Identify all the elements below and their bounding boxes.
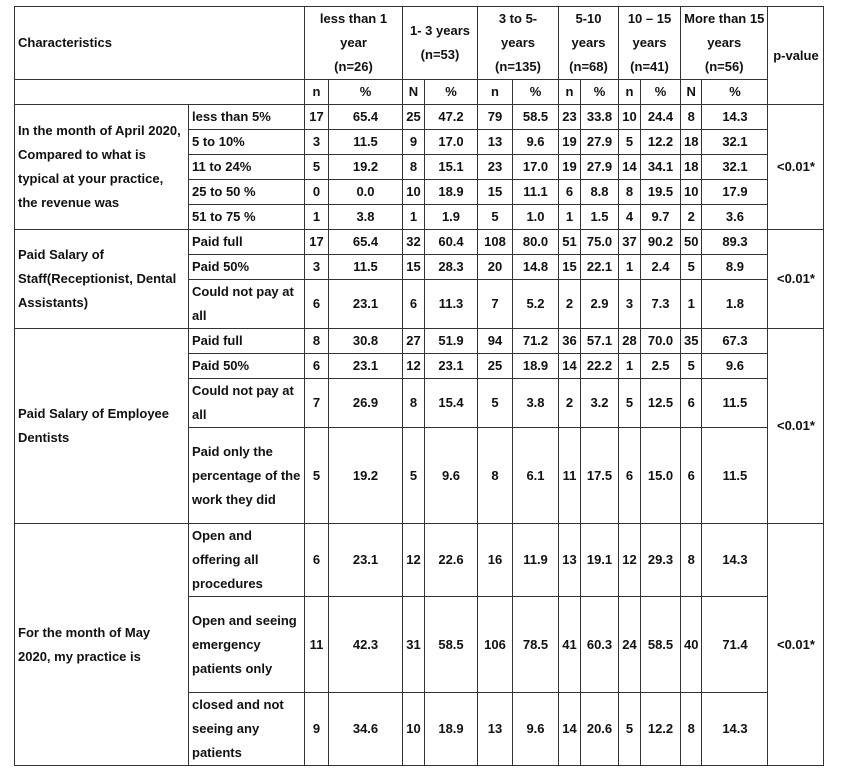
pct-cell: 20.6 <box>581 693 619 766</box>
group-header: 3 to 5- years (n=135) <box>478 7 559 80</box>
n-cell: 5 <box>619 379 641 428</box>
pvalue-cell: <0.01* <box>768 524 824 766</box>
pct-cell: 9.6 <box>513 693 559 766</box>
pct-cell: 0.0 <box>329 180 403 205</box>
row-label: less than 5% <box>189 105 305 130</box>
n-cell: 18 <box>681 155 702 180</box>
pct-cell: 90.2 <box>641 230 681 255</box>
n-cell: 10 <box>403 180 425 205</box>
pct-cell: 11.5 <box>329 130 403 155</box>
n-cell: 24 <box>619 597 641 693</box>
n-cell: 94 <box>478 329 513 354</box>
n-cell: 16 <box>478 524 513 597</box>
pct-cell: 27.9 <box>581 130 619 155</box>
subheader-cell: n <box>619 80 641 105</box>
pct-cell: 12.2 <box>641 693 681 766</box>
table-row <box>15 329 824 354</box>
n-cell: 10 <box>403 693 425 766</box>
row-label: Could not pay at all <box>189 280 305 329</box>
subheader-cell: n <box>478 80 513 105</box>
n-cell: 8 <box>619 180 641 205</box>
pvalue-cell: <0.01* <box>768 329 824 524</box>
n-cell: 6 <box>619 428 641 524</box>
row-label: 11 to 24% <box>189 155 305 180</box>
group-header: 1- 3 years (n=53) <box>403 7 478 80</box>
subheader-cell: % <box>581 80 619 105</box>
group-header: less than 1 year (n=26) <box>305 7 403 80</box>
row-label: Open and seeing emergency patients only <box>189 597 305 693</box>
n-cell: 2 <box>559 379 581 428</box>
n-cell: 15 <box>403 255 425 280</box>
row-label: 25 to 50 % <box>189 180 305 205</box>
pct-cell: 15.0 <box>641 428 681 524</box>
n-cell: 9 <box>403 130 425 155</box>
n-cell: 3 <box>305 255 329 280</box>
section-label: Paid Salary of Employee Dentists <box>15 329 189 524</box>
n-cell: 8 <box>681 693 702 766</box>
pct-cell: 14.3 <box>702 105 768 130</box>
pvalue-cell: <0.01* <box>768 105 824 230</box>
n-cell: 5 <box>681 255 702 280</box>
n-cell: 8 <box>681 105 702 130</box>
n-cell: 7 <box>305 379 329 428</box>
subheader-cell: n <box>559 80 581 105</box>
pvalue-header: p-value <box>768 7 824 105</box>
pct-cell: 5.2 <box>513 280 559 329</box>
pct-cell: 8.8 <box>581 180 619 205</box>
subheader-cell: % <box>329 80 403 105</box>
n-cell: 6 <box>681 379 702 428</box>
n-cell: 6 <box>559 180 581 205</box>
pct-cell: 23.1 <box>329 524 403 597</box>
pct-cell: 60.4 <box>425 230 478 255</box>
pct-cell: 15.4 <box>425 379 478 428</box>
n-cell: 12 <box>619 524 641 597</box>
n-cell: 5 <box>478 379 513 428</box>
row-label: Could not pay at all <box>189 379 305 428</box>
n-cell: 5 <box>305 428 329 524</box>
n-cell: 51 <box>559 230 581 255</box>
n-cell: 8 <box>305 329 329 354</box>
n-cell: 28 <box>619 329 641 354</box>
pct-cell: 47.2 <box>425 105 478 130</box>
n-cell: 14 <box>619 155 641 180</box>
pct-cell: 34.6 <box>329 693 403 766</box>
subheader-cell: N <box>681 80 702 105</box>
n-cell: 8 <box>403 379 425 428</box>
pct-cell: 12.5 <box>641 379 681 428</box>
n-cell: 13 <box>478 130 513 155</box>
n-cell: 1 <box>681 280 702 329</box>
n-cell: 15 <box>559 255 581 280</box>
n-cell: 32 <box>403 230 425 255</box>
group-header: 5-10 years (n=68) <box>559 7 619 80</box>
row-label: Paid only the percentage of the work they did <box>189 428 305 524</box>
n-cell: 5 <box>681 354 702 379</box>
pct-cell: 71.4 <box>702 597 768 693</box>
pct-cell: 42.3 <box>329 597 403 693</box>
subheader-blank <box>15 80 305 105</box>
n-cell: 6 <box>305 280 329 329</box>
pct-cell: 2.5 <box>641 354 681 379</box>
pct-cell: 57.1 <box>581 329 619 354</box>
n-cell: 12 <box>403 524 425 597</box>
n-cell: 9 <box>305 693 329 766</box>
n-cell: 23 <box>559 105 581 130</box>
pct-cell: 3.2 <box>581 379 619 428</box>
n-cell: 8 <box>681 524 702 597</box>
pct-cell: 9.6 <box>425 428 478 524</box>
n-cell: 35 <box>681 329 702 354</box>
n-cell: 10 <box>619 105 641 130</box>
n-cell: 8 <box>403 155 425 180</box>
group-header: 10 – 15 years (n=41) <box>619 7 681 80</box>
pct-cell: 24.4 <box>641 105 681 130</box>
n-cell: 2 <box>559 280 581 329</box>
pct-cell: 14.3 <box>702 524 768 597</box>
n-cell: 19 <box>559 155 581 180</box>
n-cell: 25 <box>478 354 513 379</box>
pct-cell: 33.8 <box>581 105 619 130</box>
table-container <box>14 6 824 766</box>
n-cell: 40 <box>681 597 702 693</box>
n-cell: 7 <box>478 280 513 329</box>
row-label: Paid full <box>189 230 305 255</box>
pct-cell: 26.9 <box>329 379 403 428</box>
pct-cell: 17.9 <box>702 180 768 205</box>
subheader-cell: N <box>403 80 425 105</box>
n-cell: 6 <box>305 524 329 597</box>
subheader-cell: % <box>702 80 768 105</box>
pct-cell: 11.3 <box>425 280 478 329</box>
pct-cell: 17.0 <box>513 155 559 180</box>
n-cell: 27 <box>403 329 425 354</box>
n-cell: 20 <box>478 255 513 280</box>
pct-cell: 78.5 <box>513 597 559 693</box>
subheader-cell: % <box>641 80 681 105</box>
n-cell: 1 <box>619 255 641 280</box>
pct-cell: 23.1 <box>329 280 403 329</box>
pct-cell: 18.9 <box>425 693 478 766</box>
pct-cell: 23.1 <box>425 354 478 379</box>
row-label: 51 to 75 % <box>189 205 305 230</box>
n-cell: 17 <box>305 105 329 130</box>
pct-cell: 1.5 <box>581 205 619 230</box>
n-cell: 5 <box>403 428 425 524</box>
pct-cell: 11.1 <box>513 180 559 205</box>
pct-cell: 67.3 <box>702 329 768 354</box>
pct-cell: 7.3 <box>641 280 681 329</box>
n-cell: 5 <box>478 205 513 230</box>
n-cell: 106 <box>478 597 513 693</box>
group-header: More than 15 years (n=56) <box>681 7 768 80</box>
pct-cell: 8.9 <box>702 255 768 280</box>
subheader-cell: n <box>305 80 329 105</box>
pct-cell: 28.3 <box>425 255 478 280</box>
pct-cell: 3.8 <box>513 379 559 428</box>
pct-cell: 29.3 <box>641 524 681 597</box>
pct-cell: 1.9 <box>425 205 478 230</box>
n-cell: 2 <box>681 205 702 230</box>
n-cell: 18 <box>681 130 702 155</box>
n-cell: 1 <box>305 205 329 230</box>
pct-cell: 89.3 <box>702 230 768 255</box>
n-cell: 3 <box>305 130 329 155</box>
pct-cell: 75.0 <box>581 230 619 255</box>
pct-cell: 23.1 <box>329 354 403 379</box>
n-cell: 4 <box>619 205 641 230</box>
n-cell: 3 <box>619 280 641 329</box>
pct-cell: 32.1 <box>702 130 768 155</box>
pct-cell: 60.3 <box>581 597 619 693</box>
pct-cell: 71.2 <box>513 329 559 354</box>
pct-cell: 6.1 <box>513 428 559 524</box>
n-cell: 13 <box>478 693 513 766</box>
n-cell: 41 <box>559 597 581 693</box>
pct-cell: 17.5 <box>581 428 619 524</box>
n-cell: 6 <box>681 428 702 524</box>
n-cell: 5 <box>305 155 329 180</box>
n-cell: 6 <box>305 354 329 379</box>
pct-cell: 2.4 <box>641 255 681 280</box>
n-cell: 37 <box>619 230 641 255</box>
row-label: 5 to 10% <box>189 130 305 155</box>
pct-cell: 51.9 <box>425 329 478 354</box>
n-cell: 15 <box>478 180 513 205</box>
n-cell: 25 <box>403 105 425 130</box>
n-cell: 1 <box>559 205 581 230</box>
pct-cell: 32.1 <box>702 155 768 180</box>
n-cell: 11 <box>305 597 329 693</box>
row-label: closed and not seeing any patients <box>189 693 305 766</box>
subheader-row <box>15 80 824 105</box>
n-cell: 1 <box>619 354 641 379</box>
n-cell: 8 <box>478 428 513 524</box>
section-label: Paid Salary of Staff(Receptionist, Dental Assistants) <box>15 230 189 329</box>
n-cell: 108 <box>478 230 513 255</box>
pct-cell: 1.0 <box>513 205 559 230</box>
pct-cell: 12.2 <box>641 130 681 155</box>
n-cell: 5 <box>619 693 641 766</box>
n-cell: 31 <box>403 597 425 693</box>
pct-cell: 11.5 <box>329 255 403 280</box>
n-cell: 14 <box>559 693 581 766</box>
n-cell: 36 <box>559 329 581 354</box>
pct-cell: 22.1 <box>581 255 619 280</box>
pct-cell: 2.9 <box>581 280 619 329</box>
pct-cell: 18.9 <box>513 354 559 379</box>
pct-cell: 19.1 <box>581 524 619 597</box>
n-cell: 1 <box>403 205 425 230</box>
pct-cell: 15.1 <box>425 155 478 180</box>
section-label: For the month of May 2020, my practice is <box>15 524 189 766</box>
pct-cell: 11.5 <box>702 379 768 428</box>
row-label: Paid 50% <box>189 354 305 379</box>
n-cell: 12 <box>403 354 425 379</box>
pct-cell: 58.5 <box>513 105 559 130</box>
n-cell: 50 <box>681 230 702 255</box>
n-cell: 11 <box>559 428 581 524</box>
pct-cell: 19.5 <box>641 180 681 205</box>
pvalue-cell: <0.01* <box>768 230 824 329</box>
pct-cell: 65.4 <box>329 105 403 130</box>
pct-cell: 14.3 <box>702 693 768 766</box>
pct-cell: 11.5 <box>702 428 768 524</box>
pct-cell: 1.8 <box>702 280 768 329</box>
n-cell: 5 <box>619 130 641 155</box>
n-cell: 23 <box>478 155 513 180</box>
pct-cell: 22.2 <box>581 354 619 379</box>
pct-cell: 3.8 <box>329 205 403 230</box>
section-label: In the month of April 2020, Compared to what is typical at your practice, the revenue was <box>15 105 189 230</box>
subheader-cell: % <box>513 80 559 105</box>
n-cell: 0 <box>305 180 329 205</box>
pct-cell: 18.9 <box>425 180 478 205</box>
pct-cell: 14.8 <box>513 255 559 280</box>
pct-cell: 9.6 <box>702 354 768 379</box>
row-label: Paid 50% <box>189 255 305 280</box>
pct-cell: 17.0 <box>425 130 478 155</box>
pct-cell: 58.5 <box>425 597 478 693</box>
pct-cell: 70.0 <box>641 329 681 354</box>
row-label: Open and offering all procedures <box>189 524 305 597</box>
pct-cell: 9.7 <box>641 205 681 230</box>
characteristics-header: Characteristics <box>15 7 305 80</box>
n-cell: 17 <box>305 230 329 255</box>
n-cell: 79 <box>478 105 513 130</box>
pct-cell: 30.8 <box>329 329 403 354</box>
pct-cell: 27.9 <box>581 155 619 180</box>
pct-cell: 9.6 <box>513 130 559 155</box>
subheader-cell: % <box>425 80 478 105</box>
table-row <box>15 105 824 130</box>
table-row <box>15 230 824 255</box>
pct-cell: 22.6 <box>425 524 478 597</box>
pct-cell: 3.6 <box>702 205 768 230</box>
n-cell: 10 <box>681 180 702 205</box>
n-cell: 14 <box>559 354 581 379</box>
pct-cell: 58.5 <box>641 597 681 693</box>
pct-cell: 65.4 <box>329 230 403 255</box>
pct-cell: 19.2 <box>329 155 403 180</box>
n-cell: 13 <box>559 524 581 597</box>
pct-cell: 11.9 <box>513 524 559 597</box>
results-table <box>14 6 824 766</box>
n-cell: 6 <box>403 280 425 329</box>
header-row <box>15 7 824 80</box>
row-label: Paid full <box>189 329 305 354</box>
n-cell: 19 <box>559 130 581 155</box>
pct-cell: 34.1 <box>641 155 681 180</box>
pct-cell: 80.0 <box>513 230 559 255</box>
table-row <box>15 524 824 597</box>
pct-cell: 19.2 <box>329 428 403 524</box>
